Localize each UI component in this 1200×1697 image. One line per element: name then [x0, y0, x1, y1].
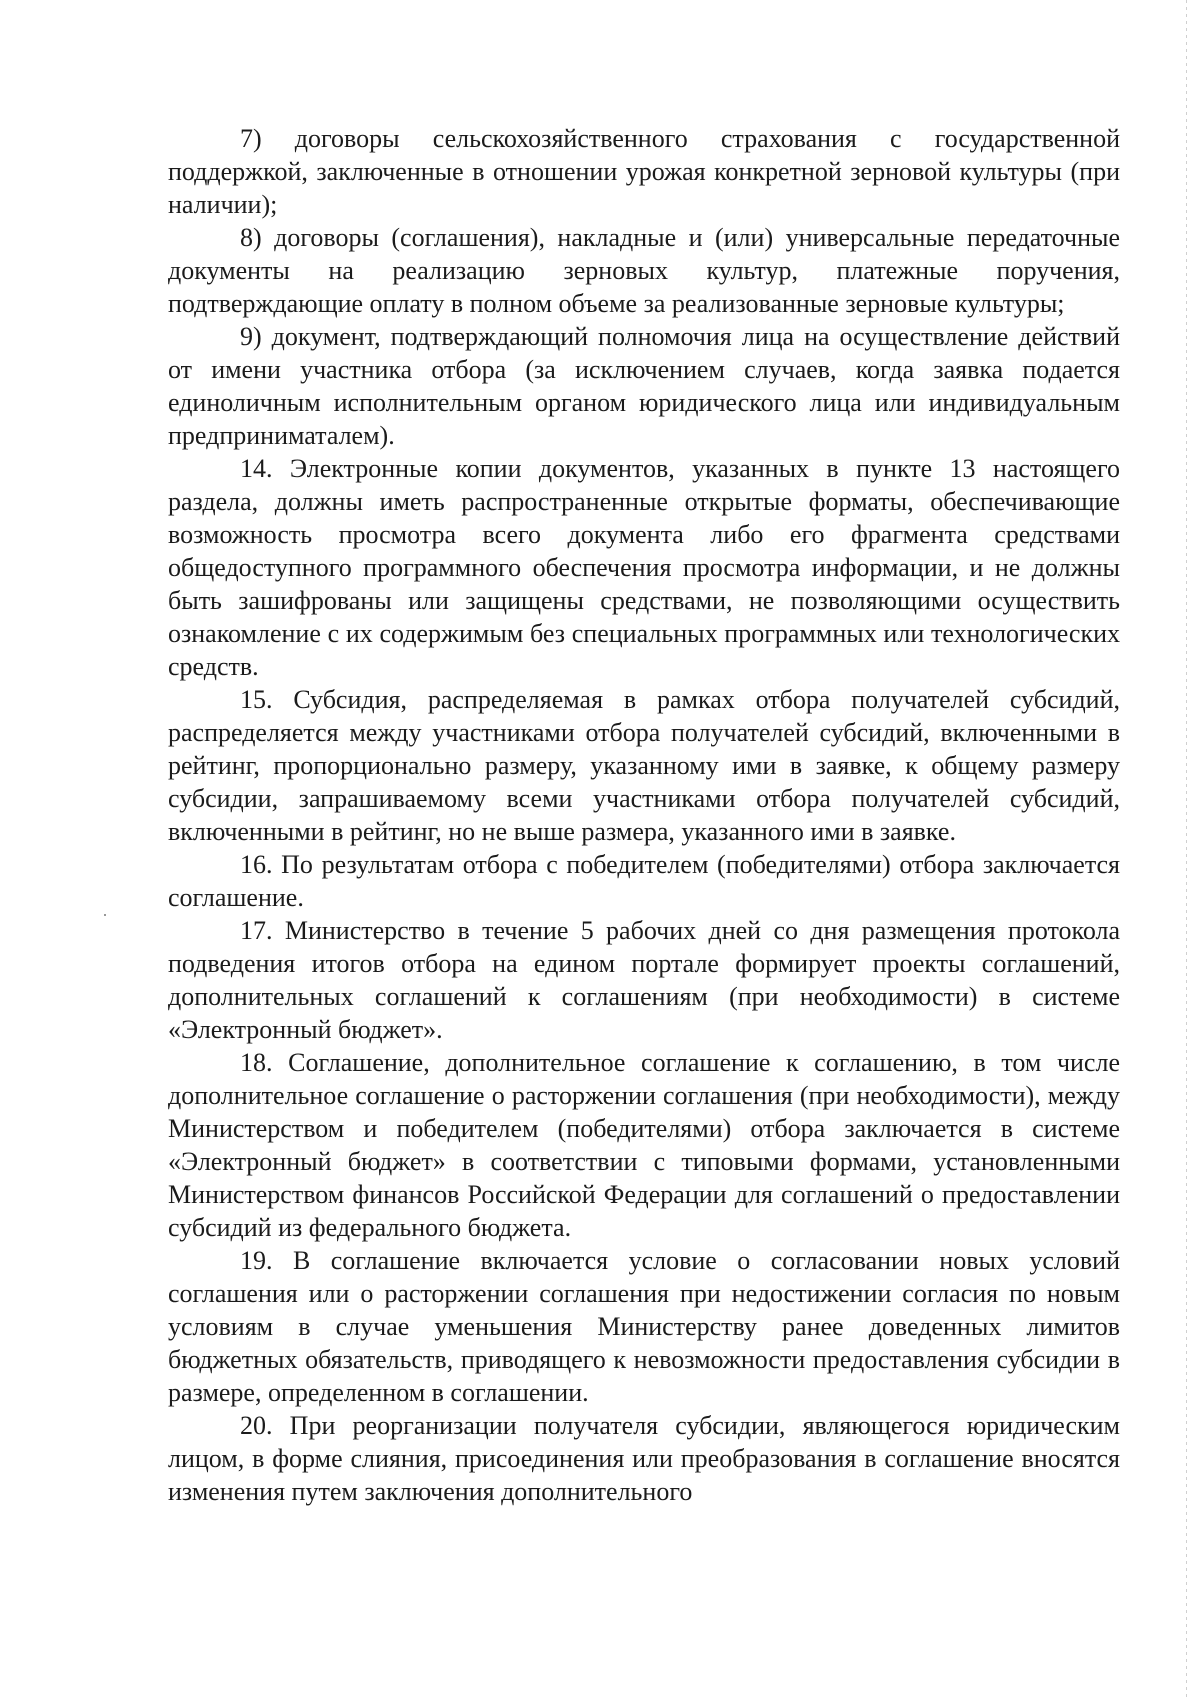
paragraph-item-7: 7) договоры сельскохозяйственного страхования с государственной поддержкой, заключенные в отношении урожая конкретной зерновой культуры (при наличии); [168, 124, 1120, 219]
paragraph-section-16: 16. По результатам отбора с победителем (победителями) отбора заключается соглашение. [168, 850, 1120, 912]
paragraph-section-14: 14. Электронные копии документов, указанных в пункте 13 настоящего раздела, должны иметь распространенные открытые форматы, обеспечивающие возможность просмотра всего документа либо его фрагмента средствами общедоступного программного обеспечения просмотра информации, и не должны быть зашифрованы или защищены средствами, не позволяющими осуществить ознакомление с их содержимым без специальных программных или технологических средств. [168, 454, 1120, 681]
paragraph-section-19: 19. В соглашение включается условие о согласовании новых условий соглашения или о расторжении соглашения при недостижении согласия по новым условиям в случае уменьшения Министерству ранее доведенных лимитов бюджетных обязательств, приводящего к невозможности предоставления субсидии в размере, определенном в соглашении. [168, 1246, 1120, 1407]
scan-speck [104, 914, 106, 916]
paragraph-section-18: 18. Соглашение, дополнительное соглашение к соглашению, в том числе дополнительное соглашение о расторжении соглашения (при необходимости), между Министерством и победителем (победителями) отбора заключается в системе «Электронный бюджет» в соответствии с типовыми формами, установленными Министерством финансов Российской Федерации для соглашений о предоставлении субсидий из федерального бюджета. [168, 1048, 1120, 1242]
scan-edge-line [1186, 0, 1187, 1697]
paragraph-section-20: 20. При реорганизации получателя субсидии, являющегося юридическим лицом, в форме слияния, присоединения или преобразования в соглашение вносятся изменения путем заключения дополнительного [168, 1411, 1120, 1506]
paragraph-section-15: 15. Субсидия, распределяемая в рамках отбора получателей субсидий, распределяется между участниками отбора получателей субсидий, включенными в рейтинг, пропорционально размеру, указанному ими в заявке, к общему размеру субсидии, запрашиваемому всеми участниками отбора получателей субсидий, включенными в рейтинг, но не выше размера, указанного ими в заявке. [168, 685, 1120, 846]
document-body [168, 122, 1120, 1508]
paragraph-item-9: 9) документ, подтверждающий полномочия лица на осуществление действий от имени участника отбора (за исключением случаев, когда заявка подается единоличным исполнительным органом юридического лица или индивидуальным предприниматалем). [168, 322, 1120, 450]
paragraph-section-17: 17. Министерство в течение 5 рабочих дней со дня размещения протокола подведения итогов отбора на едином портале формирует проекты соглашений, дополнительных соглашений к соглашениям (при необходимости) в системе «Электронный бюджет». [168, 916, 1120, 1044]
paragraph-item-8: 8) договоры (соглашения), накладные и (или) универсальные передаточные документы на реализацию зерновых культур, платежные поручения, подтверждающие оплату в полном объеме за реализованные зерновые культуры; [168, 223, 1120, 318]
